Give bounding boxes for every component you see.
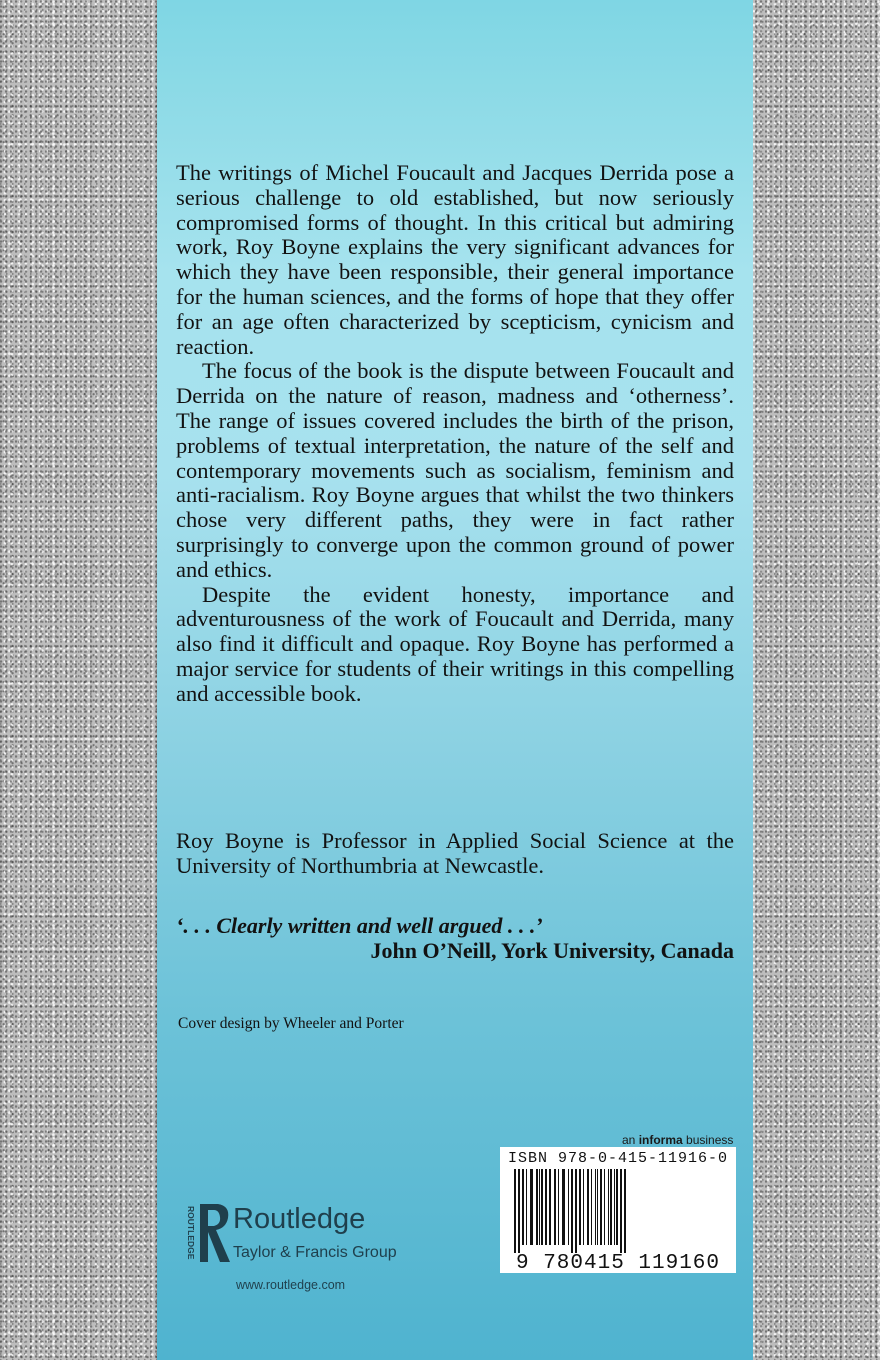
cover-design-credit: Cover design by Wheeler and Porter [178, 1015, 404, 1032]
isbn-label: ISBN 978-0-415-11916-0 [507, 1150, 729, 1167]
informa-prefix: an [622, 1133, 639, 1147]
book-description [176, 161, 734, 707]
publisher-group: Taylor & Francis Group [233, 1244, 397, 1261]
barcode-graphic [500, 1167, 736, 1273]
barcode-bar [587, 1169, 589, 1245]
barcode-bar [545, 1169, 547, 1245]
author-bio [176, 829, 734, 879]
barcode-bar [562, 1169, 565, 1245]
barcode-bar [610, 1169, 612, 1245]
informa-tagline [622, 1133, 733, 1147]
routledge-logo-icon [178, 1200, 238, 1270]
barcode-bar [614, 1169, 615, 1245]
barcode-bar [571, 1169, 573, 1253]
barcode-bar [536, 1169, 538, 1245]
barcode-bar [620, 1169, 622, 1253]
barcode-bar [616, 1169, 618, 1245]
barcode-bar [514, 1169, 516, 1253]
barcode-bar [568, 1169, 569, 1245]
barcode-bar [541, 1169, 543, 1245]
barcode-bar [604, 1169, 605, 1245]
review-quote [176, 913, 734, 963]
barcode-bar [575, 1169, 577, 1253]
barcode-bar [624, 1169, 626, 1253]
description-paragraph: Despite the evident honesty, importance and adventurousness of the work of Foucault and Derrida, many also find it difficult and opaque. Roy Boyne has performed a major service for students of their writings in this compelling and accessible book. [176, 581, 734, 706]
routledge-logo-text: ROUTLEDGE [186, 1206, 196, 1260]
barcode-digits: 9 780415 119160 [515, 1252, 721, 1273]
barcode-bar [591, 1169, 592, 1245]
barcode-bar [518, 1169, 520, 1253]
publisher-url[interactable]: www.routledge.com [236, 1278, 346, 1292]
barcode-bar [600, 1169, 602, 1245]
isbn-barcode [500, 1147, 736, 1273]
barcode-bar [583, 1169, 584, 1245]
barcode-bar [522, 1169, 524, 1245]
barcode-bar [530, 1169, 533, 1245]
description-paragraph: The writings of Michel Foucault and Jacques Derrida pose a serious challenge to old established, but now seriously compromised forms of thought. In this critical but admiring work, Roy Boyne explains the very significant advances for which they have been responsible, their general importance for the human sciences, and the forms of hope that they offer for an age often characterized by scepticism, cynicism and reaction. [176, 160, 734, 359]
barcode-bar [595, 1169, 596, 1245]
author-bio-text: Roy Boyne is Professor in Applied Social Science at the University of Northumbria at Newcastle. [176, 828, 734, 878]
barcode-bar [597, 1169, 598, 1245]
barcode-bar [558, 1169, 559, 1245]
routledge-r-glyph [200, 1204, 230, 1262]
publisher-name: Routledge [233, 1203, 366, 1235]
barcode-bar [549, 1169, 551, 1245]
informa-brand: informa [638, 1133, 683, 1147]
informa-suffix: business [682, 1133, 734, 1147]
review-quote-text: ‘. . . Clearly written and well argued . . .’ [176, 913, 543, 938]
barcode-bar [539, 1169, 540, 1245]
review-attribution: John O’Neill, York University, Canada [370, 938, 734, 963]
description-paragraph: The focus of the book is the dispute between Foucault and Derrida on the nature of reason, madness and ‘otherness’. The range of issues covered includes the birth of the prison, problems of textual interpretation, the nature of the self and contemporary movements such as socialism, feminism and anti-racialism. Roy Boyne argues that whilst the two thinkers chose very different paths, they were in fact rather surprisingly to converge upon the common ground of power and ethics. [176, 358, 734, 582]
barcode-bar [526, 1169, 527, 1245]
barcode-bar [554, 1169, 556, 1245]
barcode-bar [608, 1169, 609, 1245]
barcode-bar [579, 1169, 581, 1245]
